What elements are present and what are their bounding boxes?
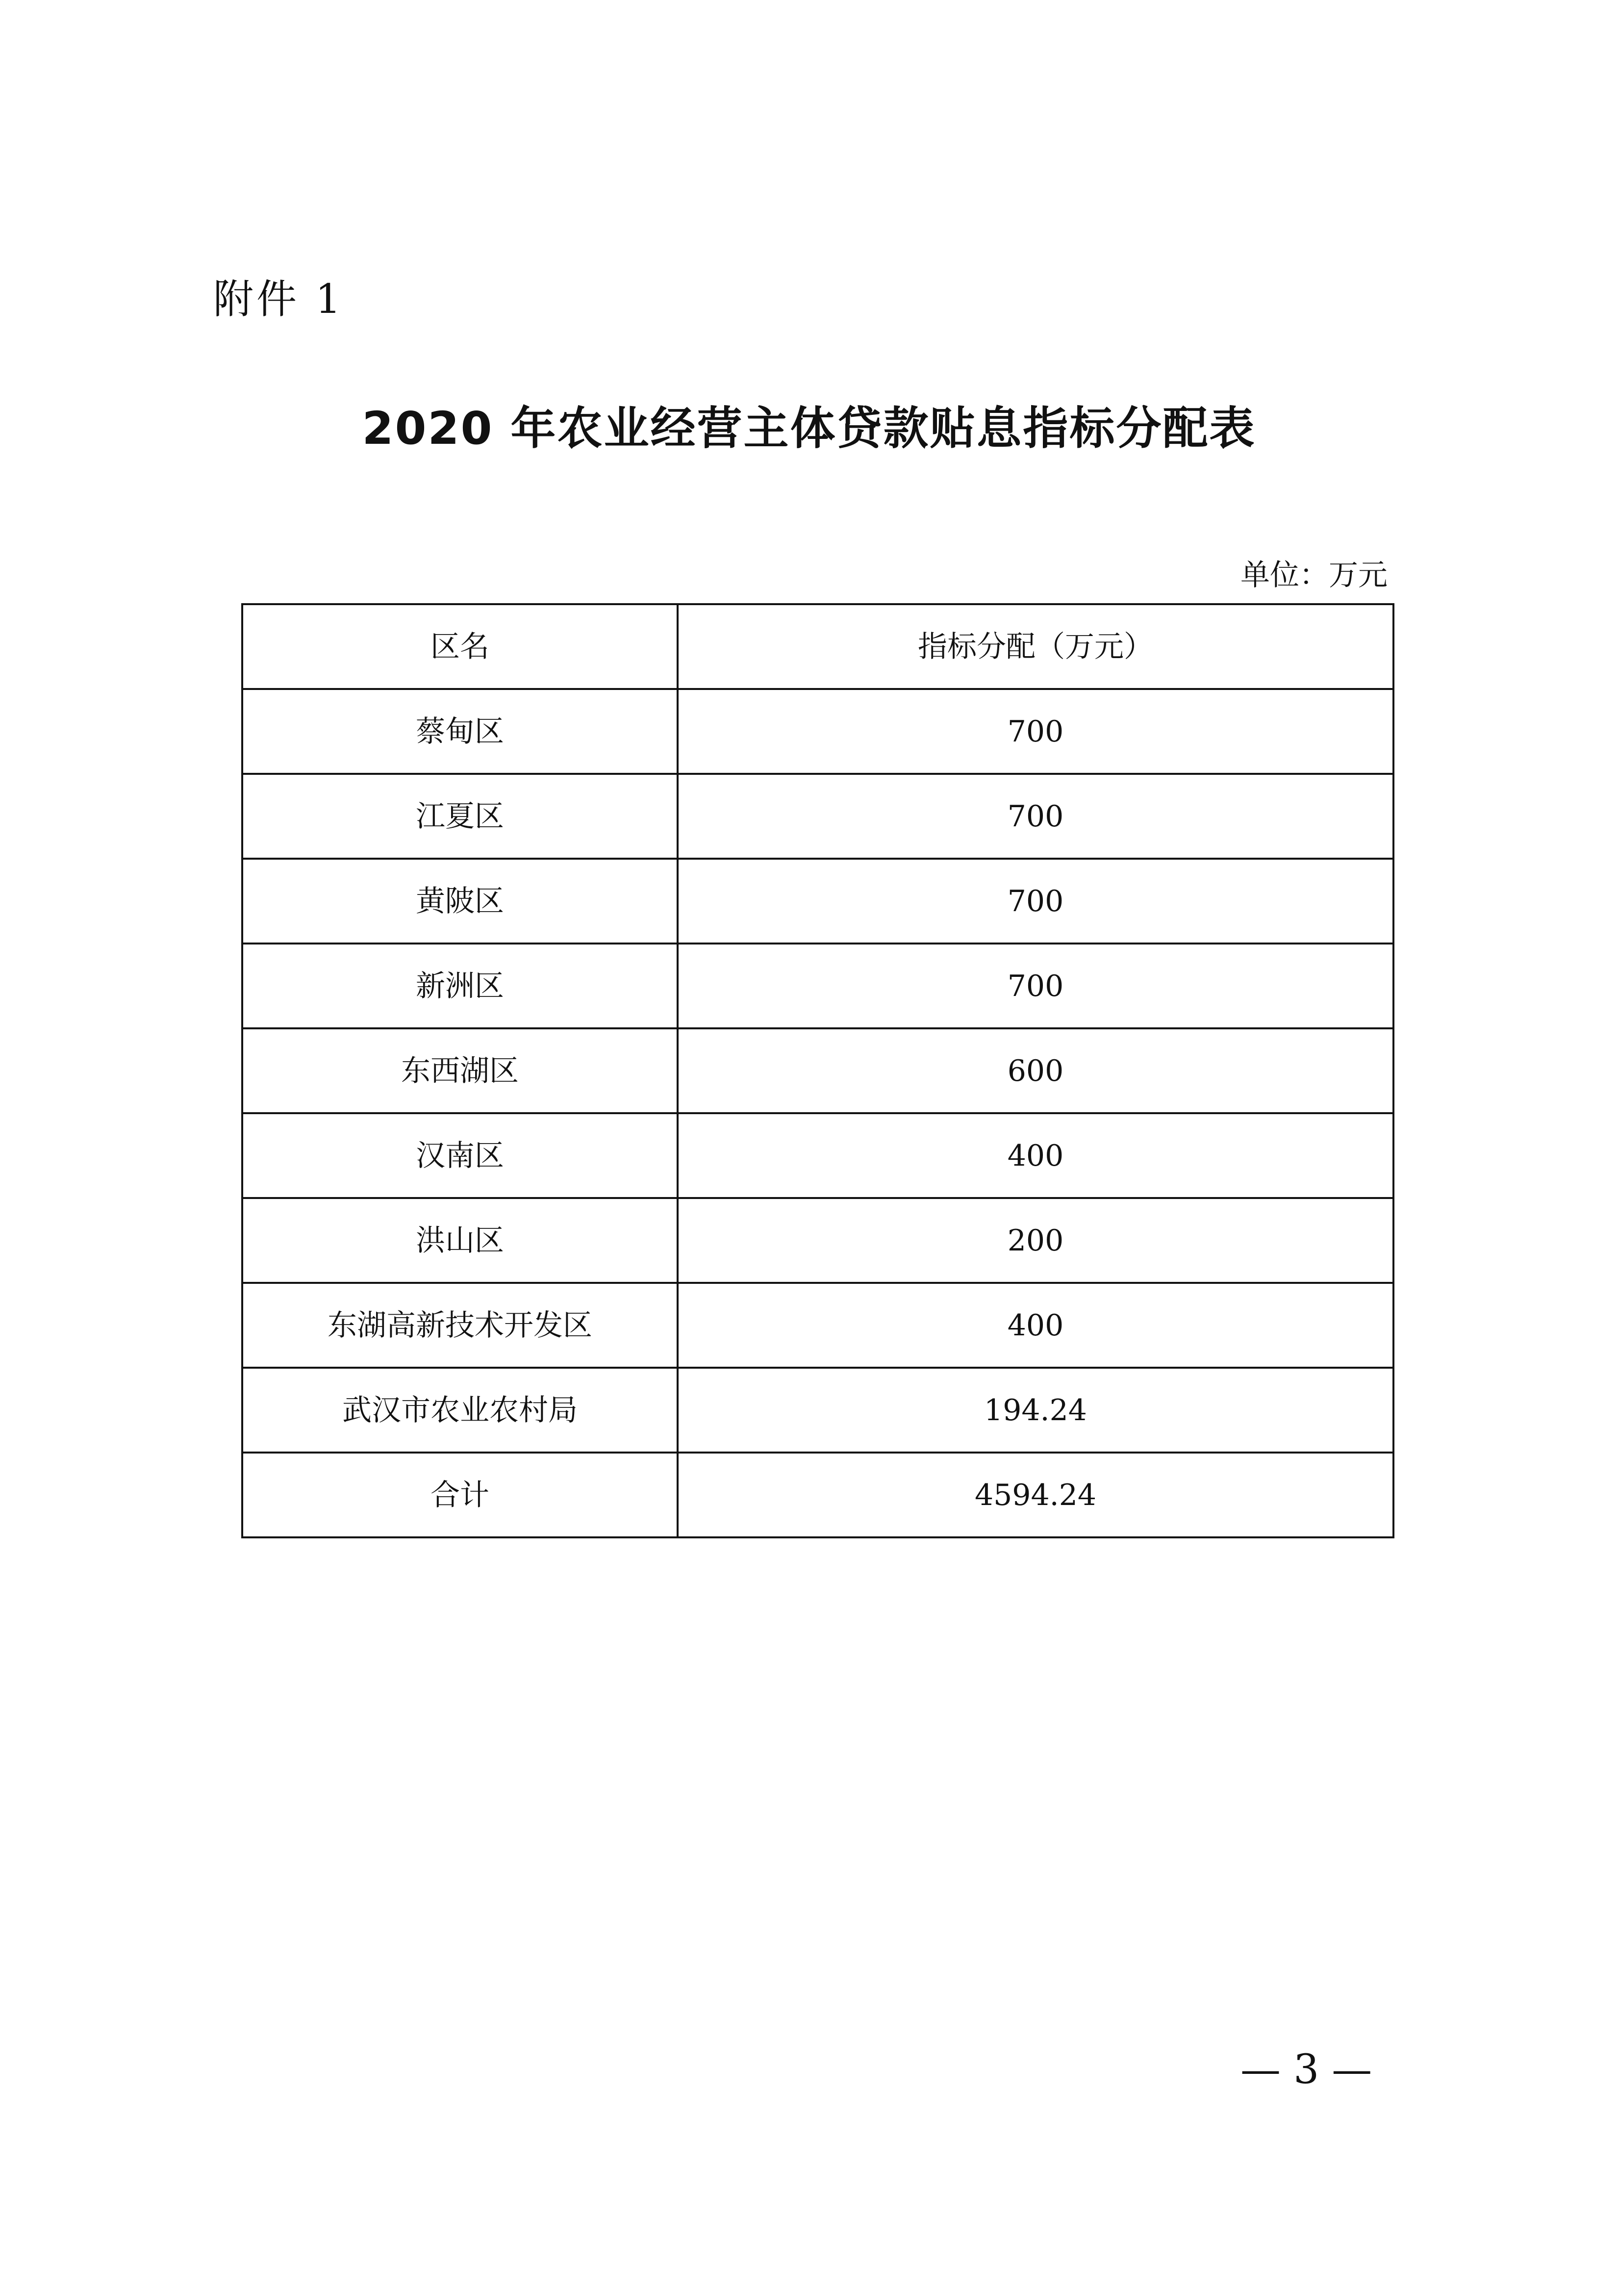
- district-cell: 东湖高新技术开发区: [242, 1283, 678, 1368]
- district-cell: 洪山区: [242, 1198, 678, 1283]
- allocation-table: [241, 603, 1394, 1538]
- table-row: [242, 859, 1393, 944]
- header-district: 区名: [242, 604, 678, 689]
- table-row: [242, 689, 1393, 774]
- table-row: [242, 1283, 1393, 1368]
- district-cell: 武汉市农业农村局: [242, 1368, 678, 1453]
- total-value-cell: 4594.24: [678, 1453, 1393, 1537]
- district-cell: 新洲区: [242, 944, 678, 1028]
- district-cell: 江夏区: [242, 774, 678, 859]
- total-label-cell: 合计: [242, 1453, 678, 1537]
- district-cell: 汉南区: [242, 1113, 678, 1198]
- table-row: [242, 944, 1393, 1028]
- table-row: [242, 1198, 1393, 1283]
- attachment-label: 附件 1: [213, 276, 344, 323]
- allocation-cell: 700: [678, 944, 1393, 1028]
- allocation-cell: 600: [678, 1028, 1393, 1113]
- total-row: [242, 1453, 1393, 1537]
- table-row: [242, 1113, 1393, 1198]
- table-row: [242, 774, 1393, 859]
- table-row: [242, 1368, 1393, 1453]
- district-cell: 黄陂区: [242, 859, 678, 944]
- allocation-cell: 400: [678, 1113, 1393, 1198]
- allocation-cell: 700: [678, 774, 1393, 859]
- allocation-cell: 200: [678, 1198, 1393, 1283]
- unit-note: 单位：万元: [1240, 558, 1388, 592]
- district-cell: 蔡甸区: [242, 689, 678, 774]
- allocation-cell: 700: [678, 689, 1393, 774]
- allocation-cell: 194.24: [678, 1368, 1393, 1453]
- page-title: 2020 年农业经营主体贷款贴息指标分配表: [362, 402, 1256, 455]
- page-number: — 3 —: [1240, 2046, 1372, 2093]
- table-row: [242, 1028, 1393, 1113]
- district-cell: 东西湖区: [242, 1028, 678, 1113]
- header-allocation: 指标分配（万元）: [678, 604, 1393, 689]
- allocation-cell: 700: [678, 859, 1393, 944]
- allocation-cell: 400: [678, 1283, 1393, 1368]
- table-header-row: [242, 604, 1393, 689]
